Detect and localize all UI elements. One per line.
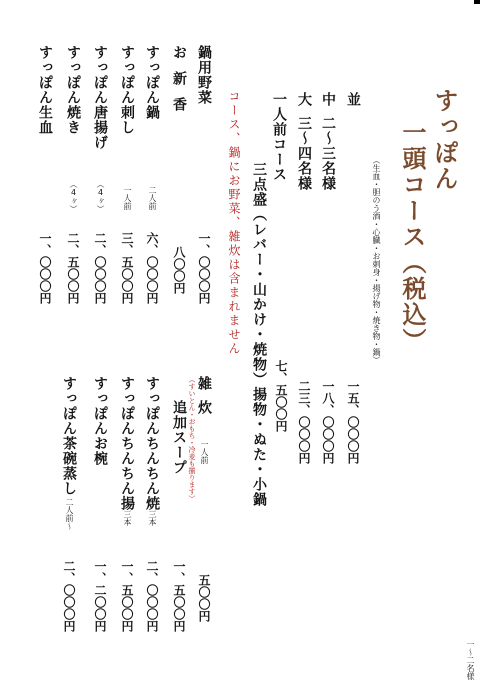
menu-item-name: すっぽん茶碗蒸し — [61, 376, 77, 496]
menu-item-price: 一、〇〇〇円 — [197, 232, 211, 304]
menu-item-price: 二、〇〇〇円 — [62, 560, 76, 632]
menu-item-qty: 一人前 — [123, 186, 132, 210]
course-label-chu: 中 — [320, 92, 336, 107]
menu-item-name: すっぽん鍋 — [144, 45, 160, 120]
title-line2: 一頭コース（税込） — [398, 120, 427, 354]
course-people-dai: 三〜四名様 — [296, 116, 312, 191]
menu-item-name: 追加スープ — [171, 400, 187, 475]
course-price-dai: 二三、〇〇〇円 — [297, 380, 311, 464]
right-note: 一〜二名様 — [466, 640, 475, 680]
menu-item-qty: 一人前 — [200, 440, 209, 464]
edge-mark — [474, 0, 480, 4]
course-label-nami: 並 — [345, 92, 361, 107]
menu-item-name: すっぽんちんちん揚 — [119, 376, 135, 511]
menu-item-name: すっぽん唐揚げ — [92, 45, 108, 150]
menu-item-price: 二、五〇〇円 — [66, 232, 80, 304]
menu-item-price: 二、〇〇〇円 — [93, 232, 107, 304]
menu-item-price: 三、五〇〇円 — [120, 232, 134, 304]
menu-item-qty: 二人前 — [148, 186, 157, 210]
menu-item-price: 六、〇〇〇円 — [145, 232, 159, 304]
per-person-price: 七、五〇〇円 — [274, 360, 288, 432]
course-price-nami: 一五、〇〇〇円 — [346, 380, 360, 464]
menu-item-name: お新香 — [171, 45, 187, 123]
menu-item-qty: （4ヶ） — [96, 180, 105, 213]
menu-item-price: 一、二〇〇円 — [93, 560, 107, 632]
notice-text: コース、鍋にお野菜、雑炊は含まれません — [227, 90, 241, 356]
course-people-chu: 二〜三名様 — [320, 116, 336, 191]
per-person-title: 一人前コース — [271, 92, 287, 182]
menu-item-price: 八〇〇円 — [172, 246, 186, 294]
course-label-dai: 大 — [296, 92, 312, 107]
menu-item-name: すっぽん焼き — [65, 45, 81, 135]
menu-item-name: すっぽん刺し — [119, 45, 135, 135]
menu-item-name: 鍋用野菜 — [196, 45, 212, 105]
menu-item-name: 雑炊 — [196, 376, 212, 424]
menu-item-price: 一、五〇〇円 — [172, 560, 186, 632]
menu-item-price: 二、〇〇〇円 — [145, 560, 159, 632]
menu-item-qty: 二人前〜 — [65, 498, 74, 530]
menu-item-price: 一、五〇〇円 — [120, 560, 134, 632]
menu-item-price: 五〇〇円 — [197, 574, 211, 622]
menu-item-qty: （4ヶ） — [69, 180, 78, 213]
menu-item-price: 一、〇〇〇円 — [38, 232, 52, 304]
menu-item-qty: 三本 — [123, 510, 132, 526]
menu-item-name: すっぽん生血 — [37, 45, 53, 135]
menu-item-name: すっぽんお椀 — [92, 376, 108, 466]
per-person-detail: 三点盛（レバー・山かけ・焼物）揚物・ぬた・小鍋 — [251, 162, 267, 507]
menu-item-sub: （すいとん・おもち・冷麦も揃ります） — [188, 376, 196, 502]
title-line1: すっぽん — [430, 88, 459, 192]
course-price-chu: 一八、〇〇〇円 — [321, 380, 335, 464]
menu-item-name: すっぽんちんちん焼 — [144, 376, 160, 511]
course-note: （生血・胆のう酒・心臓・お刺身・揚げ物・焼き物・鍋） — [372, 156, 381, 364]
menu-item-qty: 三本 — [148, 510, 157, 526]
